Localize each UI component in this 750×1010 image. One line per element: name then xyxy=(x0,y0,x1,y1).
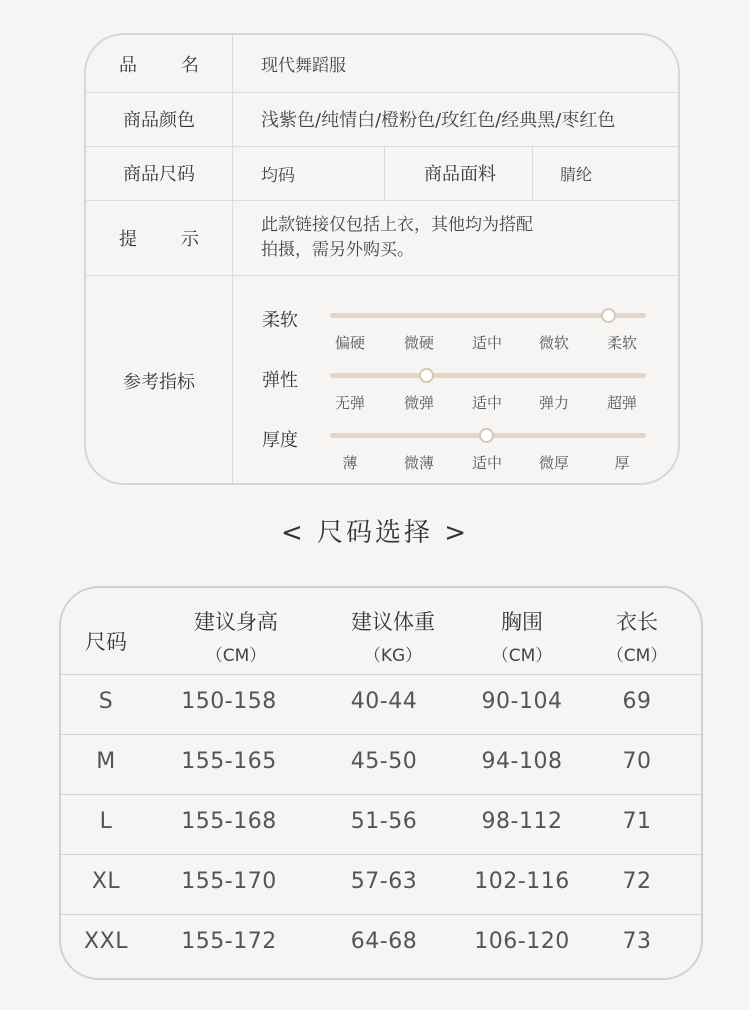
tick-label: 微弹 xyxy=(403,394,435,412)
tick-label: 微薄 xyxy=(403,454,435,472)
fabric-value: 腈纶 xyxy=(560,164,593,184)
tip-label-char-2: 示 xyxy=(181,228,199,250)
tick-label: 偏硬 xyxy=(334,334,366,352)
size-section-title: < 尺码选择 > xyxy=(280,518,470,548)
tick-label: 柔软 xyxy=(606,334,638,352)
header-weight-unit: （KG） xyxy=(363,646,423,666)
cell-weight: 51-56 xyxy=(350,809,418,834)
header-length-unit: （CM） xyxy=(606,646,668,666)
color-value: 浅紫色/纯情白/橙粉色/玫红色/经典黑/枣红色 xyxy=(261,110,616,131)
cell-bust: 90-104 xyxy=(481,689,563,714)
cell-weight: 64-68 xyxy=(350,929,418,954)
color-label: 商品颜色 xyxy=(86,92,233,146)
cell-length: 69 xyxy=(622,689,652,714)
tick-label: 超弹 xyxy=(606,394,638,412)
metric-softness xyxy=(262,306,662,356)
cell-height: 155-172 xyxy=(181,929,277,954)
metric-name: 厚度 xyxy=(262,430,298,451)
softness-knob xyxy=(601,308,616,323)
tick-label: 适中 xyxy=(471,394,503,412)
tick-label: 厚 xyxy=(614,454,630,472)
table-row xyxy=(61,674,701,735)
cell-size: XXL xyxy=(84,929,128,954)
tick-label: 微厚 xyxy=(538,454,570,472)
cell-length: 73 xyxy=(622,929,652,954)
elasticity-knob xyxy=(419,368,434,383)
cell-size: L xyxy=(99,809,113,834)
tick-label: 微软 xyxy=(538,334,570,352)
fabric-label: 商品面料 xyxy=(424,164,496,185)
header-weight: 建议体重 xyxy=(351,610,435,634)
table-row xyxy=(61,854,701,915)
tick-label: 适中 xyxy=(471,454,503,472)
size-value: 均码 xyxy=(261,165,295,186)
name-label-char-1: 品 xyxy=(119,54,137,76)
info-row-color xyxy=(86,92,678,147)
tick-label: 微硬 xyxy=(403,334,435,352)
cell-height: 155-165 xyxy=(181,749,277,774)
metric-thickness xyxy=(262,426,662,476)
product-info-card xyxy=(84,33,680,485)
table-row xyxy=(61,734,701,795)
metric-elasticity xyxy=(262,366,662,416)
cell-divider xyxy=(384,146,385,200)
header-length: 衣长 xyxy=(616,610,658,634)
thickness-track xyxy=(330,433,646,472)
cell-weight: 45-50 xyxy=(350,749,418,774)
table-row xyxy=(61,914,701,974)
name-label xyxy=(86,35,233,92)
tip-value xyxy=(261,200,668,275)
thickness-knob xyxy=(479,428,494,443)
cell-size: S xyxy=(98,689,114,714)
info-row-size-fabric xyxy=(86,146,678,201)
cell-length: 71 xyxy=(622,809,652,834)
cell-height: 150-158 xyxy=(181,689,277,714)
cell-height: 155-170 xyxy=(181,869,277,894)
cell-length: 72 xyxy=(622,869,652,894)
size-label: 商品尺码 xyxy=(86,146,233,200)
header-bust: 胸围 xyxy=(501,610,543,634)
name-value: 现代舞蹈服 xyxy=(261,56,346,76)
tip-label xyxy=(86,200,233,275)
cell-weight: 57-63 xyxy=(350,869,418,894)
elasticity-track xyxy=(330,373,646,412)
tip-line-1: 此款链接仅包括上衣，其他均为搭配 xyxy=(261,214,533,235)
table-header xyxy=(61,588,701,675)
info-row-name xyxy=(86,35,678,93)
cell-size: M xyxy=(96,749,116,774)
cell-bust: 106-120 xyxy=(474,929,570,954)
cell-height: 155-168 xyxy=(181,809,277,834)
tick-label: 适中 xyxy=(471,334,503,352)
tick-label: 无弹 xyxy=(334,394,366,412)
cell-weight: 40-44 xyxy=(350,689,418,714)
cell-bust: 102-116 xyxy=(474,869,570,894)
tip-label-char-1: 提 xyxy=(119,228,137,250)
metric-name: 弹性 xyxy=(262,370,298,391)
cell-divider xyxy=(532,146,533,200)
metric-name: 柔软 xyxy=(262,310,298,331)
softness-track xyxy=(330,313,646,352)
tip-line-2: 拍摄，需另外购买。 xyxy=(261,239,414,260)
name-label-char-2: 名 xyxy=(181,54,199,76)
header-bust-unit: （CM） xyxy=(491,646,553,666)
cell-size: XL xyxy=(91,869,121,894)
header-height-unit: （CM） xyxy=(205,646,267,666)
tick-label: 弹力 xyxy=(538,394,570,412)
header-size: 尺码 xyxy=(85,630,127,654)
table-row xyxy=(61,794,701,855)
size-table xyxy=(59,586,703,980)
cell-length: 70 xyxy=(622,749,652,774)
cell-bust: 94-108 xyxy=(481,749,563,774)
tick-label: 薄 xyxy=(342,454,358,472)
cell-bust: 98-112 xyxy=(481,809,563,834)
info-row-reference xyxy=(86,275,678,485)
info-row-tip xyxy=(86,200,678,276)
header-height: 建议身高 xyxy=(194,610,278,634)
reference-label: 参考指标 xyxy=(86,275,233,485)
